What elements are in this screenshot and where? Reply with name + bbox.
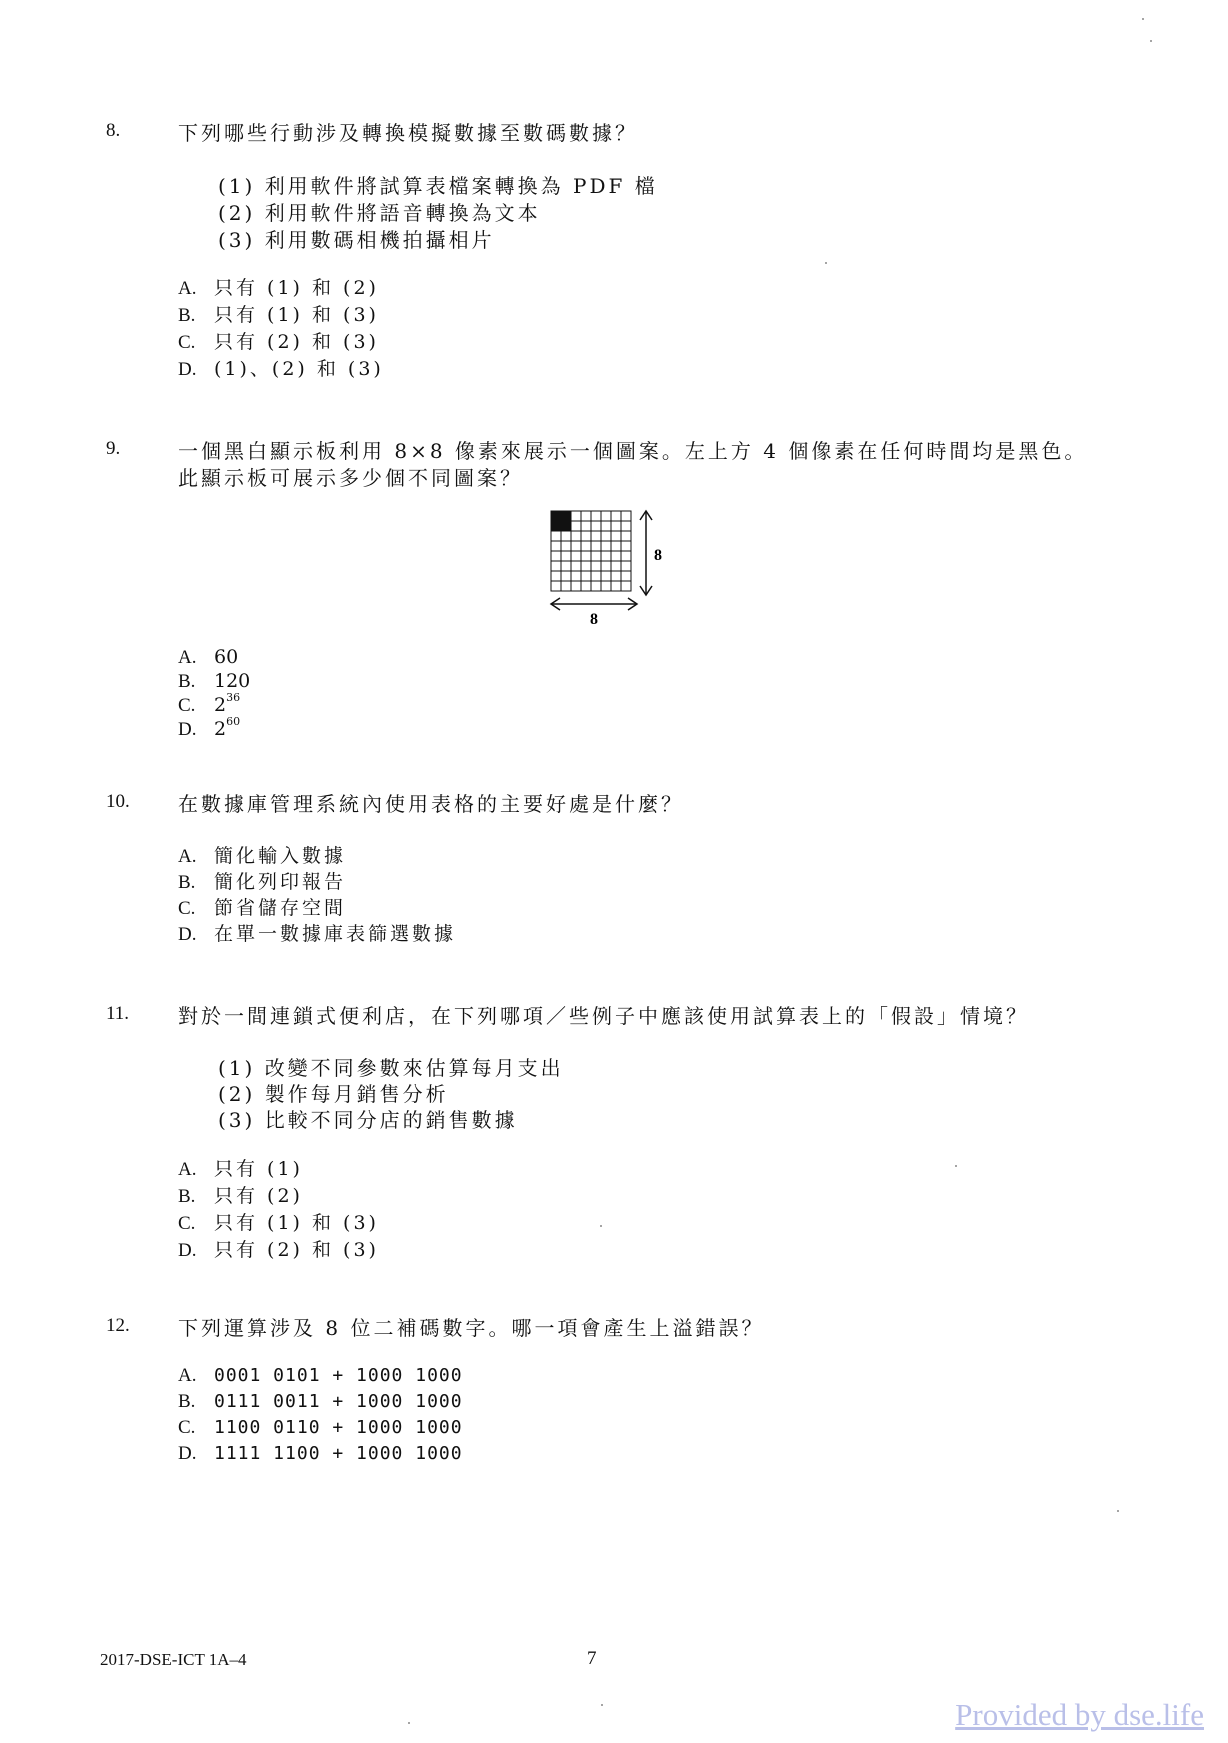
pixel xyxy=(601,551,611,561)
pixel xyxy=(611,561,621,571)
pixel xyxy=(571,551,581,561)
pixel xyxy=(591,581,601,591)
question-number: 11. xyxy=(106,1003,130,1024)
pixel xyxy=(591,521,601,531)
option-d: D. 在單一數據庫表篩選數據 xyxy=(178,923,457,945)
pixel xyxy=(621,541,631,551)
option-c: C. $2^{36}$ xyxy=(178,691,241,716)
pixel xyxy=(571,531,581,541)
pixel xyxy=(601,511,611,521)
pixel xyxy=(621,531,631,541)
statement-1: (1) 改變不同參數來估算每月支出 xyxy=(218,1056,564,1080)
option-c: C. 只有 (1) 和 (3) xyxy=(178,1212,379,1234)
pixel xyxy=(591,551,601,561)
statement-3: (3) 比較不同分店的銷售數據 xyxy=(218,1108,518,1132)
pixel xyxy=(561,551,571,561)
option-c: C. 1100 0110 + 1000 1000 xyxy=(178,1417,463,1438)
page-number: 7 xyxy=(587,1648,597,1669)
pixel xyxy=(621,551,631,561)
option-a: A. 只有 (1) 和 (2) xyxy=(178,277,379,299)
option-b: B. 0111 0011 + 1000 1000 xyxy=(178,1391,463,1412)
option-d: D. (1)、(2) 和 (3) xyxy=(178,358,384,380)
option-a: A. 0001 0101 + 1000 1000 xyxy=(178,1365,463,1386)
option-b: B. 120 xyxy=(178,670,251,692)
option-a: A. 簡化輸入數據 xyxy=(178,845,347,867)
pixel xyxy=(581,541,591,551)
height-label: 8 xyxy=(654,547,662,564)
option-c: C. 只有 (2) 和 (3) xyxy=(178,331,379,353)
question-number: 9. xyxy=(106,438,121,459)
pixel xyxy=(601,531,611,541)
width-label: 8 xyxy=(590,611,598,628)
pixel xyxy=(621,581,631,591)
pixel xyxy=(621,521,631,531)
pixel xyxy=(581,561,591,571)
pixel xyxy=(581,551,591,561)
pixel xyxy=(561,561,571,571)
pixel xyxy=(591,571,601,581)
pixel xyxy=(601,561,611,571)
pixel xyxy=(611,521,621,531)
pixel xyxy=(611,541,621,551)
question-number: 12. xyxy=(106,1315,130,1336)
option-d: D. 1111 1100 + 1000 1000 xyxy=(178,1443,463,1464)
question-text: 一個黑白顯示板利用 8×8 像素來展示一個圖案。左上方 4 個像素在任何時間均是黑色。此顯示板可展示多少個不同圖案？ xyxy=(178,439,1088,490)
option-b: B. 只有 (2) xyxy=(178,1185,303,1207)
pixel xyxy=(561,531,571,541)
watermark-link[interactable]: Provided by dse.life xyxy=(955,1697,1204,1732)
pixel xyxy=(551,581,561,591)
pixel xyxy=(621,511,631,521)
scan-speck xyxy=(1150,40,1152,42)
question-text: 在數據庫管理系統內使用表格的主要好處是什麼？ xyxy=(178,792,684,816)
scan-speck xyxy=(408,1722,410,1724)
black-pixel xyxy=(551,511,561,521)
pixel xyxy=(611,551,621,561)
pixel xyxy=(581,511,591,521)
pixel xyxy=(611,531,621,541)
option-a: A. 60 xyxy=(178,646,239,668)
pixel-grid-figure xyxy=(548,508,678,628)
pixel xyxy=(551,561,561,571)
option-d: D. $2^{60}$ xyxy=(178,715,241,740)
question-number: 10. xyxy=(106,791,130,812)
scan-speck xyxy=(1142,18,1144,20)
statement-2: (2) 利用軟件將語音轉換為文本 xyxy=(218,201,541,225)
statement-3: (3) 利用數碼相機拍攝相片 xyxy=(218,228,495,252)
pixel xyxy=(591,531,601,541)
pixel xyxy=(571,541,581,551)
pixel xyxy=(571,581,581,591)
pixel xyxy=(591,541,601,551)
statement-2: (2) 製作每月銷售分析 xyxy=(218,1082,449,1106)
black-pixel xyxy=(561,521,571,531)
scan-speck xyxy=(600,1225,602,1227)
option-b: B. 只有 (1) 和 (3) xyxy=(178,304,379,326)
pixel xyxy=(601,571,611,581)
pixel xyxy=(611,571,621,581)
pixel xyxy=(571,511,581,521)
scan-speck xyxy=(1117,1510,1119,1512)
statement-1: (1) 利用軟件將試算表檔案轉換為 PDF 檔 xyxy=(218,174,658,198)
question-text: 下列哪些行動涉及轉換模擬數據至數碼數據？ xyxy=(178,121,638,145)
pixel xyxy=(611,581,621,591)
option-b: B. 簡化列印報告 xyxy=(178,871,347,893)
question-text: 下列運算涉及 8 位二補碼數字。哪一項會產生上溢錯誤？ xyxy=(178,1316,765,1340)
pixel xyxy=(591,561,601,571)
pixel xyxy=(551,531,561,541)
pixel xyxy=(571,521,581,531)
pixel xyxy=(561,571,571,581)
pixel xyxy=(601,581,611,591)
pixel-grid xyxy=(551,511,631,591)
scan-speck xyxy=(601,1704,603,1706)
pixel xyxy=(571,561,581,571)
pixel xyxy=(581,571,591,581)
pixel xyxy=(561,581,571,591)
option-a: A. 只有 (1) xyxy=(178,1158,303,1180)
option-c: C. 節省儲存空間 xyxy=(178,897,347,919)
pixel xyxy=(551,571,561,581)
black-pixel xyxy=(551,521,561,531)
pixel xyxy=(621,571,631,581)
pixel xyxy=(561,541,571,551)
pixel xyxy=(551,551,561,561)
question-text: 對於一間連鎖式便利店，在下列哪項／些例子中應該使用試算表上的「假設」情境？ xyxy=(178,1004,1029,1028)
paper-code: 2017-DSE-ICT 1A–4 xyxy=(100,1650,247,1669)
pixel xyxy=(591,511,601,521)
pixel xyxy=(551,541,561,551)
pixel xyxy=(581,581,591,591)
pixel xyxy=(581,531,591,541)
pixel xyxy=(621,561,631,571)
scan-speck xyxy=(825,262,827,264)
black-pixel xyxy=(561,511,571,521)
pixel xyxy=(601,521,611,531)
pixel xyxy=(581,521,591,531)
scan-speck xyxy=(955,1165,957,1167)
pixel xyxy=(611,511,621,521)
option-d: D. 只有 (2) 和 (3) xyxy=(178,1239,379,1261)
pixel xyxy=(601,541,611,551)
pixel xyxy=(571,571,581,581)
question-number: 8. xyxy=(106,120,121,141)
